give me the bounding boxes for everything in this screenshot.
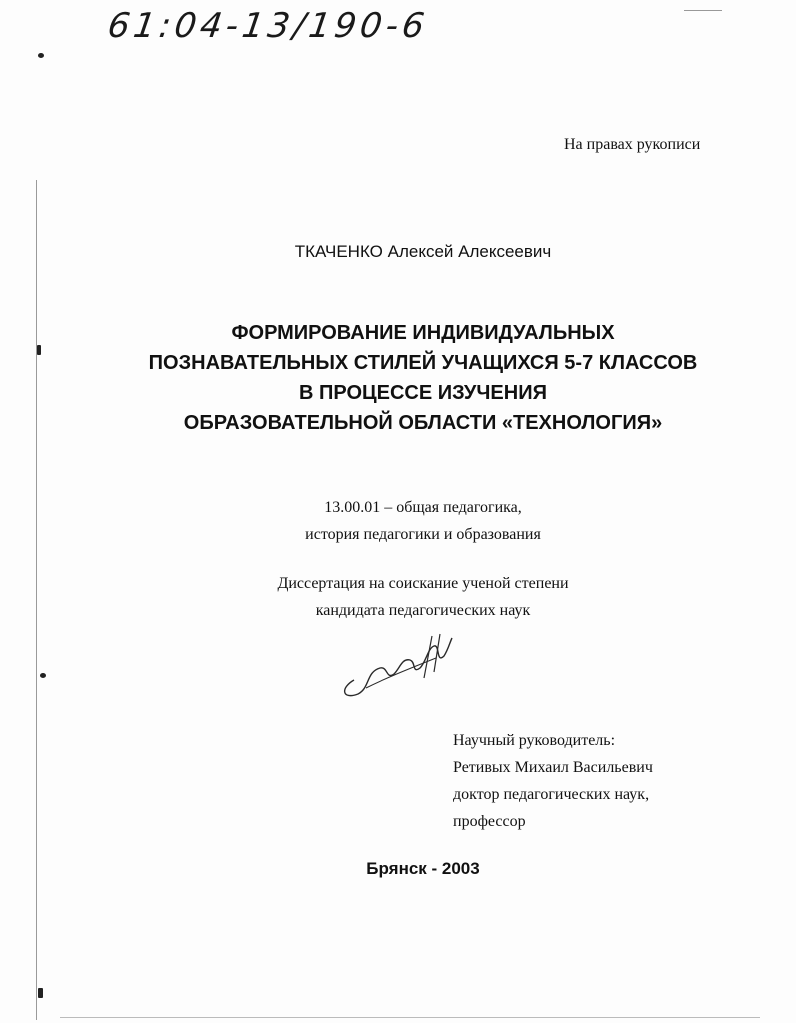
degree-statement [0, 570, 796, 624]
supervisor-degree: доктор педагогических наук, [453, 786, 650, 803]
author-signature [336, 628, 456, 703]
specialty-line: история педагогики и образования [305, 526, 541, 543]
rights-note: На правах рукописи [564, 136, 701, 153]
scan-top-mark [684, 10, 722, 11]
scan-dot [38, 53, 44, 58]
scan-dot [38, 988, 43, 998]
specialty-line: 13.00.01 – общая педагогика, [324, 499, 522, 516]
title-line: ФОРМИРОВАНИЕ ИНДИВИДУАЛЬНЫХ [231, 322, 615, 344]
author-name: ТКАЧЕНКО Алексей Алексеевич [294, 242, 552, 261]
title-line: ПОЗНАВАТЕЛЬНЫХ СТИЛЕЙ УЧАЩИХСЯ 5-7 КЛАССОВ [148, 352, 698, 374]
city-year: Брянск - 2003 [366, 859, 480, 878]
archive-code: 61:04-13/190-6 [105, 6, 431, 46]
dissertation-title [0, 318, 796, 438]
degree-line: кандидата педагогических наук [315, 602, 531, 619]
supervisor-name: Ретивых Михаил Васильевич [453, 759, 653, 776]
title-line: В ПРОЦЕССЕ ИЗУЧЕНИЯ [299, 382, 547, 404]
title-line: ОБРАЗОВАТЕЛЬНОЙ ОБЛАСТИ «ТЕХНОЛОГИЯ» [183, 412, 663, 434]
supervisor-block [453, 727, 653, 835]
specialty-code [0, 494, 796, 548]
scan-dot [40, 673, 46, 678]
degree-line: Диссертация на соискание ученой степени [277, 575, 569, 592]
scan-bottom-line [60, 1017, 760, 1018]
supervisor-role: Научный руководитель: [453, 732, 616, 749]
supervisor-title: профессор [453, 813, 526, 830]
